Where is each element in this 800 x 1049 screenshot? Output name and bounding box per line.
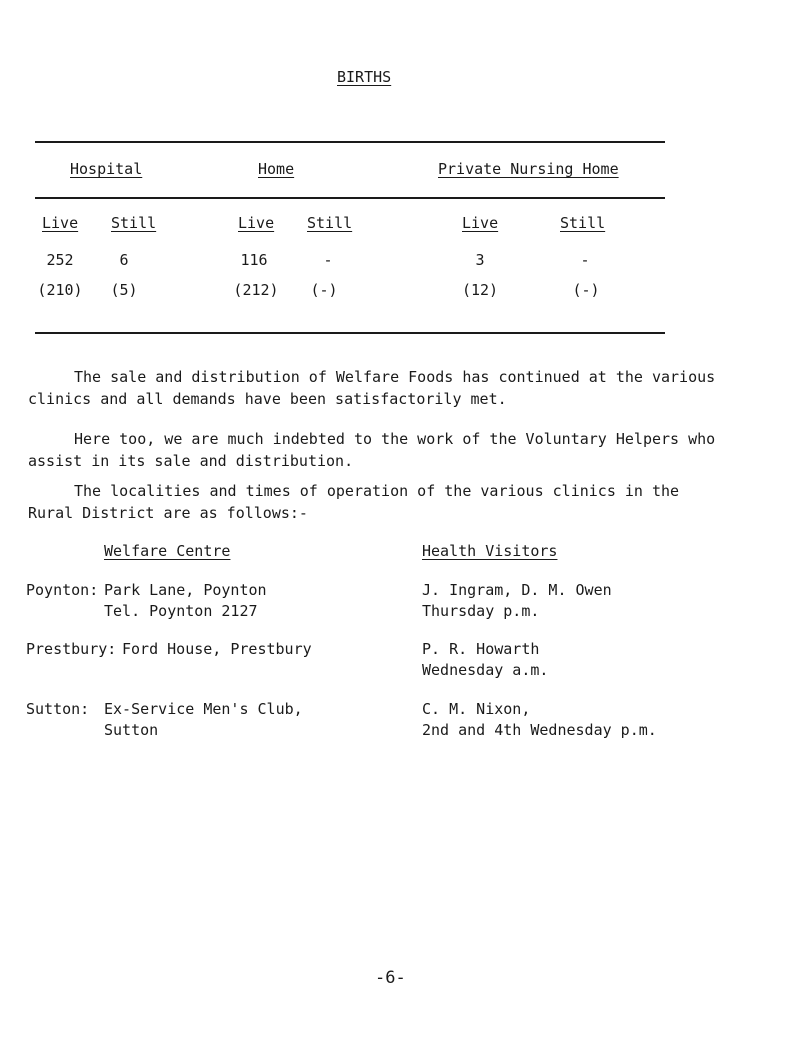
locality-poynton: Poynton: [26,581,99,599]
table-cell: 252 [46,251,74,269]
table-cell: - [580,251,590,269]
table-cell: (-) [572,281,600,299]
table-cell: (212) [233,281,279,299]
paragraph-welfare-foods: The sale and distribution of Welfare Foods has continued at the various clinics and all demands have been satisfactorily met. [28,368,716,408]
visitors-sutton-line1: C. M. Nixon, [422,700,531,718]
header-health-visitors: Health Visitors [422,542,558,560]
table-cell: 6 [119,251,129,269]
group-header-private-nursing-home: Private Nursing Home [438,160,619,178]
subheader-nursing-still: Still [560,214,606,232]
paragraph-clinic-localities: The localities and times of operation of the various clinics in the Rural District are as follows:- [28,482,680,522]
page-number: -6- [375,968,406,988]
page-title: BIRTHS [337,68,392,86]
centre-sutton-line1: Ex-Service Men's Club, [104,700,303,718]
table-cell: - [323,251,333,269]
subheader-hospital-live: Live [42,214,79,232]
subheader-hospital-still: Still [111,214,157,232]
table-cell: (12) [461,281,499,299]
subheader-nursing-live: Live [462,214,499,232]
group-header-home: Home [258,160,295,178]
visitors-poynton-line1: J. Ingram, D. M. Owen [422,581,612,599]
table-cell: 3 [475,251,485,269]
centre-sutton-line2: Sutton [104,721,159,739]
table-cell: 116 [240,251,268,269]
table-bottom-rule [35,332,665,334]
group-header-hospital: Hospital [70,160,143,178]
visitors-poynton-line2: Thursday p.m. [422,602,540,620]
subheader-home-live: Live [238,214,275,232]
centre-prestbury-line1: Ford House, Prestbury [122,640,312,658]
locality-prestbury: Prestbury: [26,640,117,658]
table-cell: (-) [310,281,338,299]
paragraph-voluntary-helpers: Here too, we are much indebted to the work of the Voluntary Helpers who assist in its sale and distribution. [28,430,716,470]
table-cell: (5) [110,281,138,299]
centre-poynton-line1: Park Lane, Poynton [104,581,267,599]
visitors-sutton-line2: 2nd and 4th Wednesday p.m. [422,721,657,739]
header-welfare-centre: Welfare Centre [104,542,231,560]
subheader-home-still: Still [307,214,353,232]
table-cell: (210) [37,281,83,299]
table-header-rule [35,197,665,199]
table-top-rule [35,141,665,143]
visitors-prestbury-line1: P. R. Howarth [422,640,540,658]
locality-sutton: Sutton: [26,700,90,718]
centre-poynton-line2: Tel. Poynton 2127 [104,602,258,620]
visitors-prestbury-line2: Wednesday a.m. [422,661,549,679]
